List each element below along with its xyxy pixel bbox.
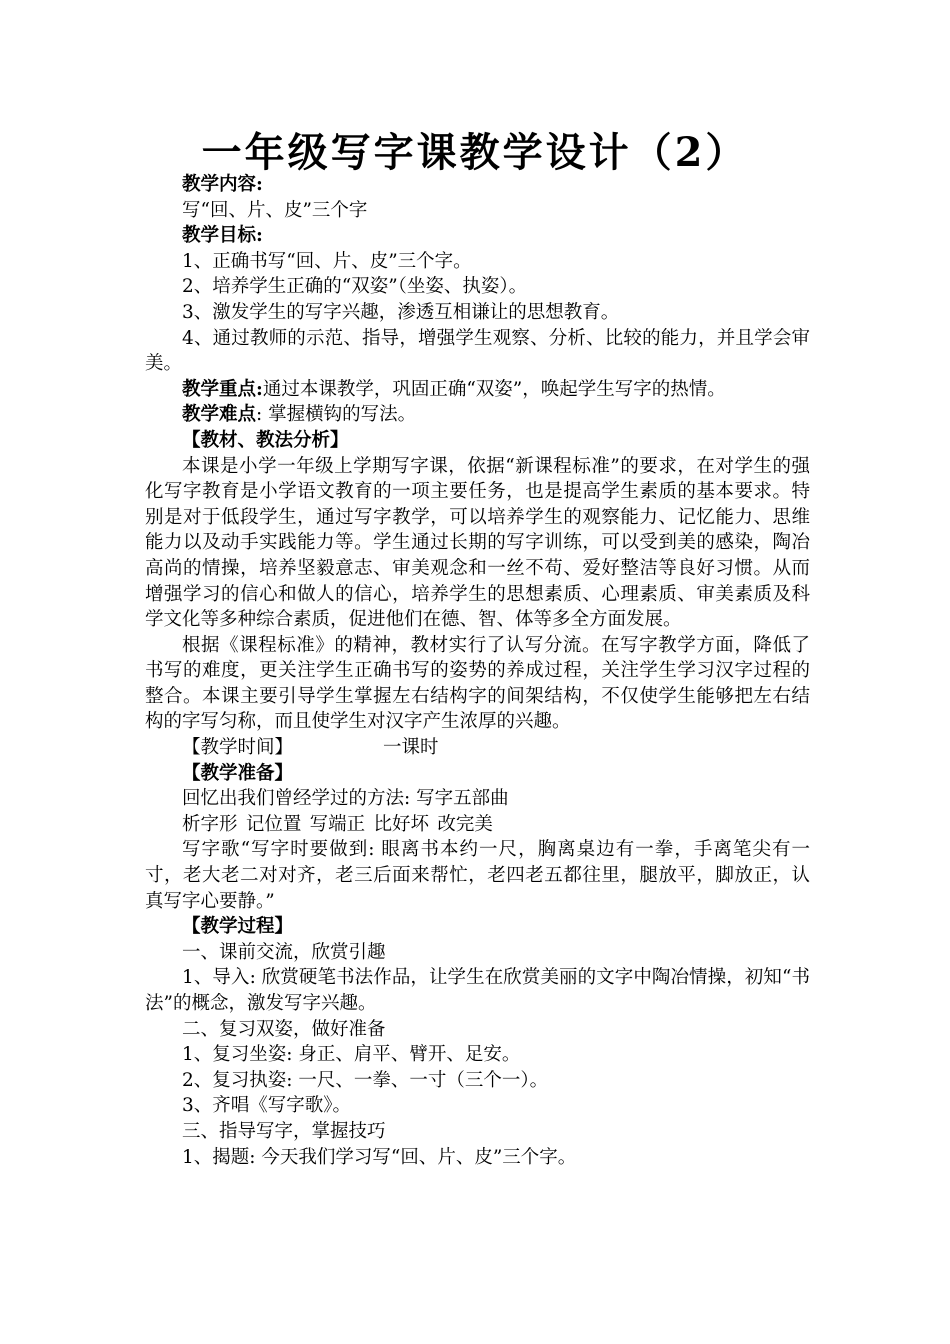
analysis-paragraph: 根据《课程标准》的精神，教材实行了认写分流。在写字教学方面，降低了书写的难度，更关注学生正确书写的姿势的养成过程，关注学生学习汉字过程的整合。本课主要引导学生掌握左右结构字的间架结构，不仅使学生能够把左右结构的字写匀称，而且使学生对汉字产生浓厚的兴趣。	[145, 634, 810, 733]
content-text: 写“回、片、皮”三个字	[182, 199, 368, 221]
keypoint-text: 通过本课教学，巩固正确“双姿”，唤起学生写字的热情。	[262, 378, 726, 400]
goal-item: 1、正确书写“回、片、皮”三个字。	[182, 250, 472, 272]
prep-heading: 【教学准备】	[182, 762, 294, 784]
difficulty-label: 教学难点	[182, 404, 257, 426]
content-label: 教学内容:	[182, 174, 263, 195]
analysis-paragraph: 本课是小学一年级上学期写字课，依据“新课程标准”的要求，在对学生的强化写字教育是小学语文教育的一项主要任务，也是提高学生素质的基本要求。特别是对于低段学生，通过写字教学，可以培养学生的观察能力、记忆能力、思维能力以及动手实践能力等。学生通过长期的写字训练，可以受到美的感染，陶冶高尚的情操，培养坚毅意志、审美观念和一丝不苟、爱好整洁等良好习惯。从而增强学习的信心和做人的信心，培养学生的思想素质、心理素质、审美素质及科学文化等多种综合素质，促进他们在德、智、体等多全方面发展。	[145, 455, 810, 631]
keypoint-label: 教学重点:	[182, 378, 263, 400]
difficulty-paragraph	[145, 402, 810, 428]
goals-label: 教学目标:	[182, 225, 263, 247]
time-value: 一课时	[383, 737, 439, 759]
keypoint-paragraph	[145, 377, 810, 403]
difficulty-text: : 掌握横钩的写法。	[256, 404, 417, 426]
prep-song: 写字歌“写字时要做到: 眼离书本约一尺，胸离桌边有一拳，手离笔尖有一寸，老大老二对对齐，老三后面来帮忙，老四老五都往里，腿放平，脚放正，认真写字心要静。”	[145, 839, 810, 912]
process-line: 2、复习执姿: 一尺、一拳、一寸（三个一）。	[182, 1069, 549, 1091]
process-line: 三、指导写字，掌握技巧	[182, 1120, 386, 1142]
goal-item: 2、培养学生正确的“双姿”（坐姿、执姿）。	[182, 276, 528, 298]
prep-line: 回忆出我们曾经学过的方法: 写字五部曲	[182, 788, 509, 810]
prep-step: 改完美	[437, 813, 493, 835]
prep-steps	[145, 812, 810, 838]
process-line: 1、揭题: 今天我们学习写“回、片、皮”三个字。	[182, 1146, 577, 1168]
document-body	[145, 172, 810, 1170]
goal-item: 4、通过教师的示范、指导，增强学生观察、分析、比较的能力，并且学会审美。	[145, 327, 810, 375]
page-title: 一年级写字课教学设计（2）	[201, 129, 749, 176]
time-label: 【教学时间】	[182, 737, 294, 759]
process-line: 3、齐唱《写字歌》。	[182, 1095, 352, 1117]
time-line	[145, 735, 810, 761]
process-line: 1、复习坐姿: 身正、肩平、臂开、足安。	[182, 1044, 521, 1066]
prep-step: 比好坏	[373, 813, 429, 835]
goal-item: 3、激发学生的写字兴趣，渗透互相谦让的思想教育。	[182, 301, 620, 323]
prep-step: 记位置	[245, 813, 302, 835]
process-heading: 【教学过程】	[182, 916, 294, 938]
prep-step: 写端正	[309, 813, 366, 835]
process-line: 一、课前交流，欣赏引趣	[182, 941, 386, 963]
process-line: 1、导入: 欣赏硬笔书法作品，让学生在欣赏美丽的文字中陶冶情操，初知“书法”的概念，激发写字兴趣。	[145, 967, 810, 1014]
analysis-heading: 【教材、教法分析】	[182, 429, 349, 451]
process-line: 二、复习双姿，做好准备	[182, 1018, 386, 1040]
prep-step: 析字形	[182, 813, 238, 835]
